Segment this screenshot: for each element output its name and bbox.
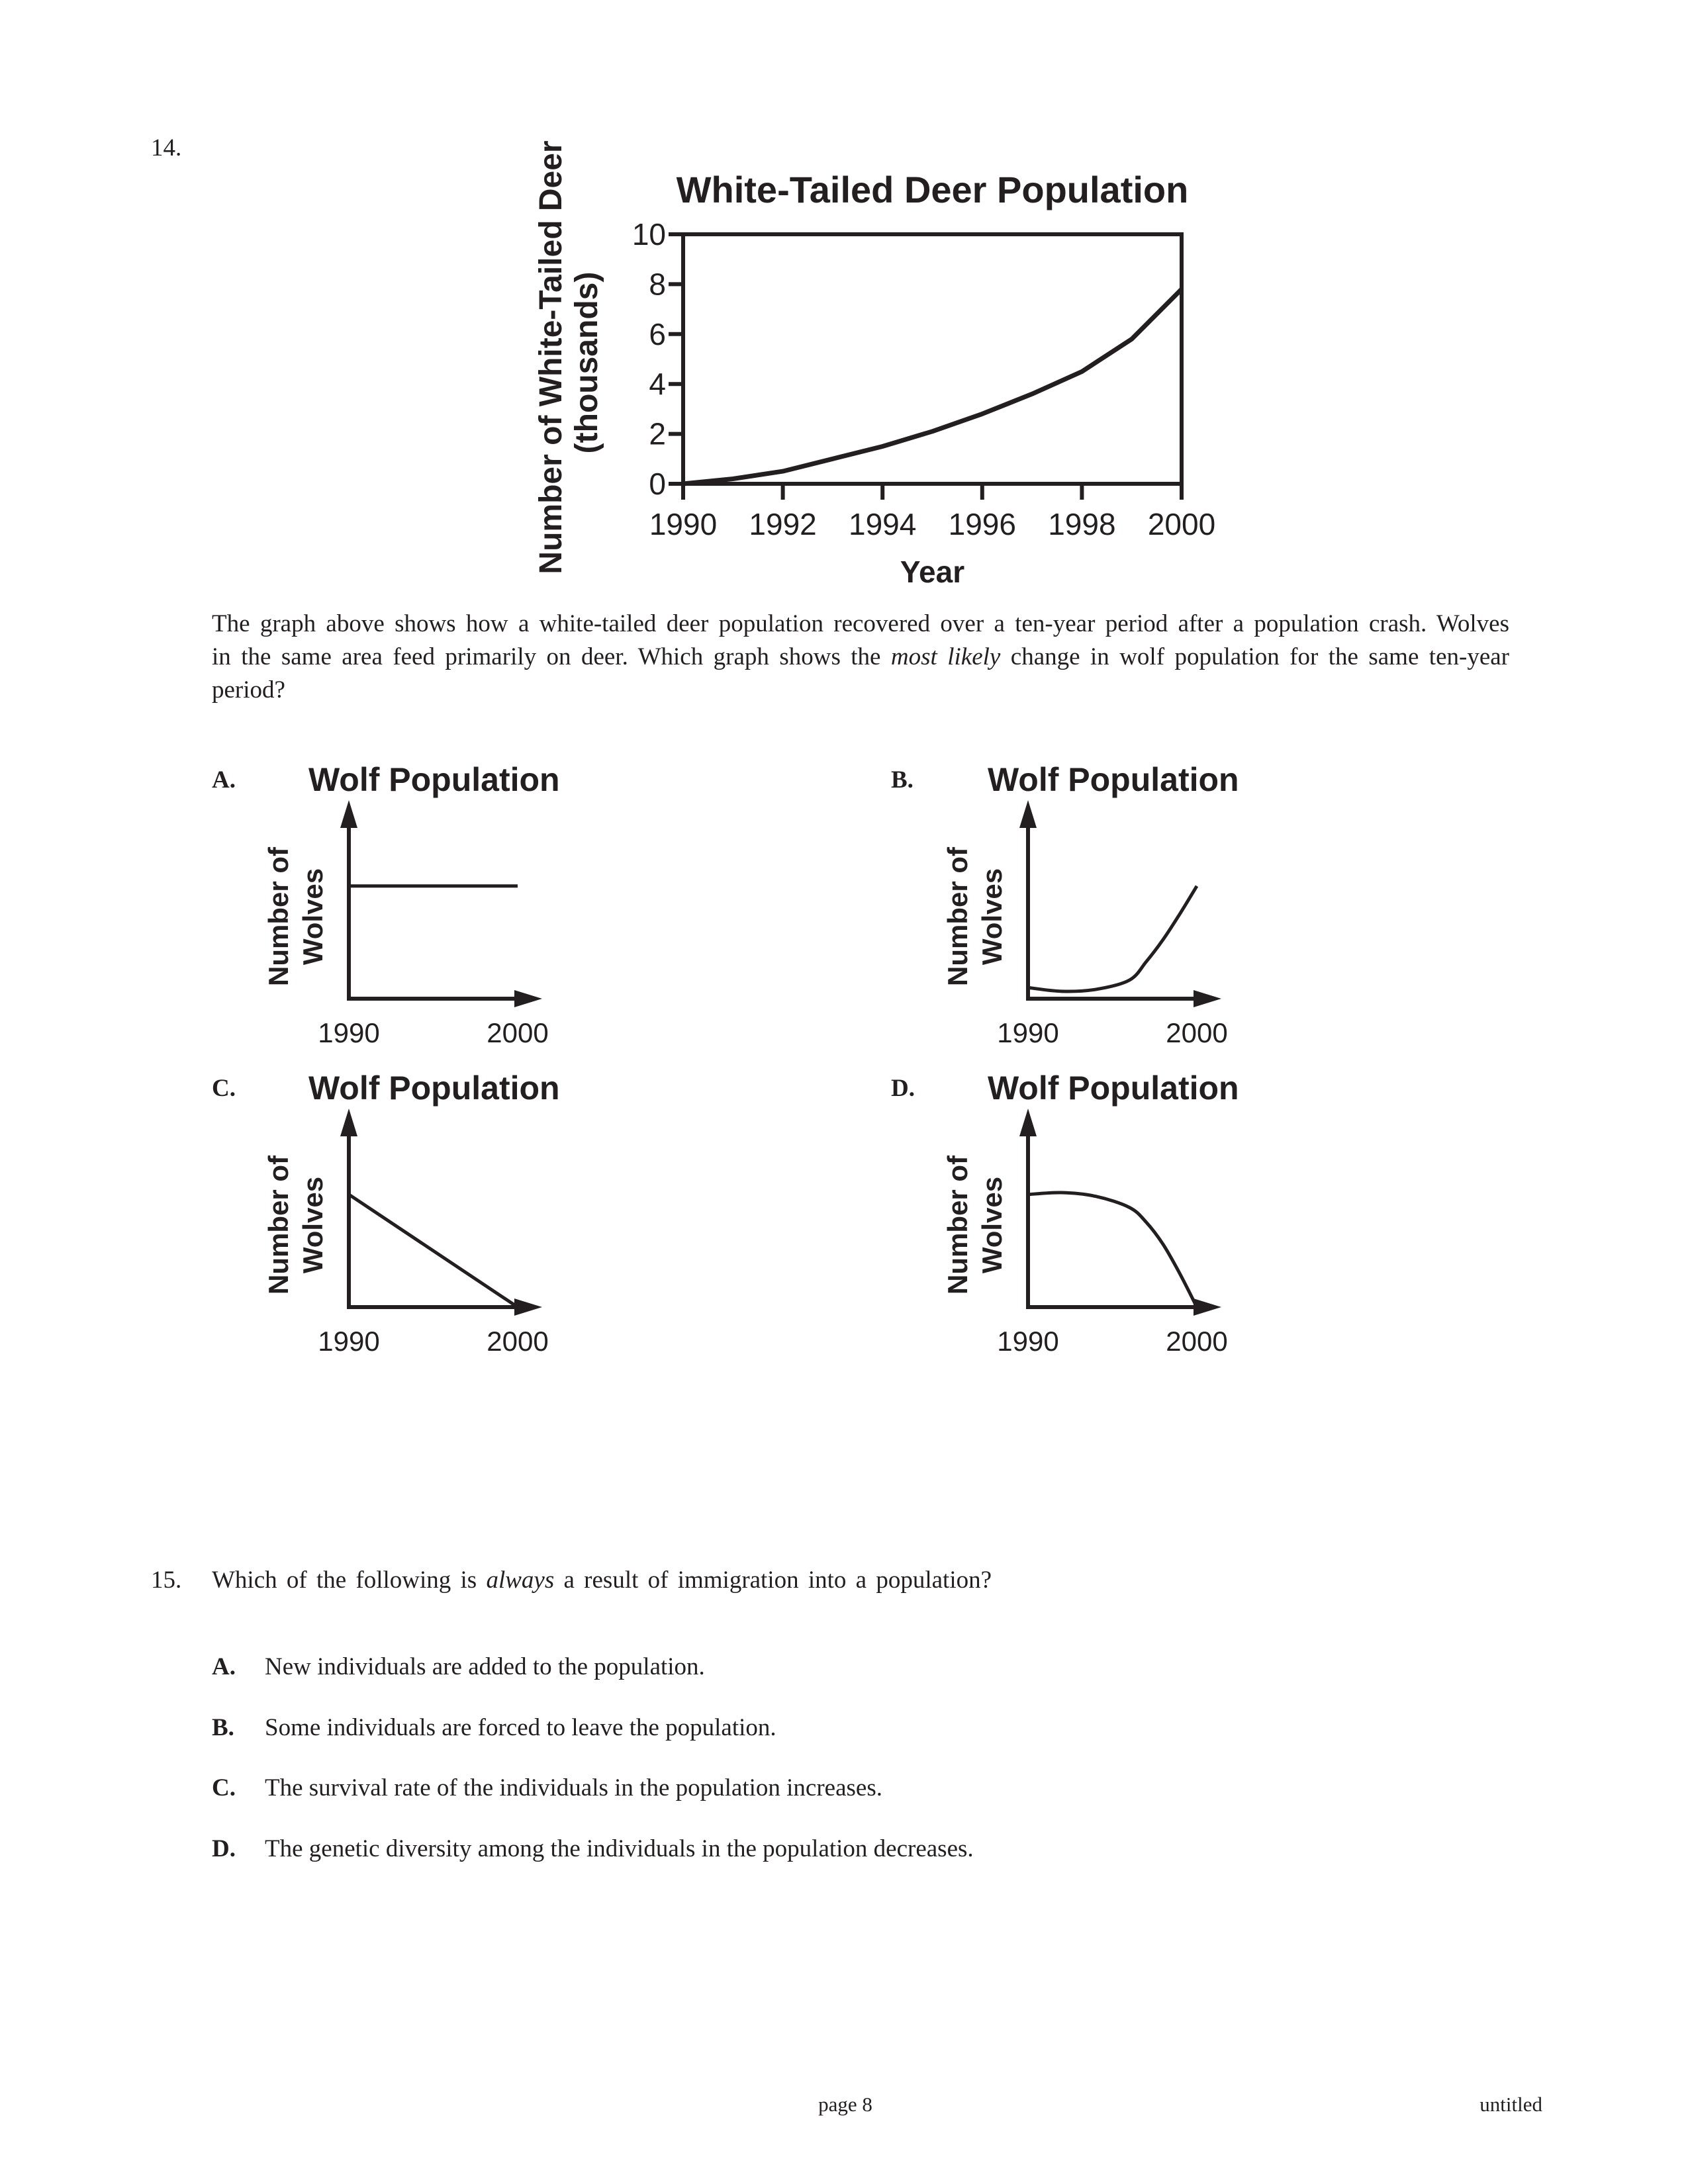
prompt-emphasis: most likely — [890, 643, 1001, 670]
option-a[interactable] — [212, 1653, 705, 1681]
x-tick-label: 2000 — [1147, 507, 1216, 541]
wolf-population-line-d — [1028, 1193, 1197, 1307]
option-c[interactable] — [212, 1774, 882, 1802]
y-axis-label-line2: Wolves — [976, 868, 1008, 966]
question-15-number: 15. — [151, 1567, 182, 1594]
option-d[interactable] — [212, 1835, 974, 1863]
choice-letter-a: A. — [212, 766, 236, 794]
y-axis-label: Number of — [263, 1156, 294, 1295]
y-axis-label-line2: Wolves — [297, 868, 328, 966]
option-letter: D. — [212, 1835, 236, 1862]
y-tick-label: 6 — [649, 316, 666, 351]
option-letter: B. — [212, 1714, 234, 1741]
y-axis-label: Number of — [942, 1156, 973, 1295]
y-tick-label: 0 — [649, 467, 666, 501]
wolf-population-line-b — [1028, 886, 1197, 991]
deer-population-line — [683, 289, 1182, 484]
y-tick-label: 10 — [632, 217, 666, 251]
x-axis-arrow-icon — [1194, 990, 1221, 1007]
wolf-chart-title: Wolf Population — [308, 1069, 560, 1107]
prompt-emphasis: always — [486, 1567, 555, 1594]
prompt-text: a result of immigration into a population? — [554, 1567, 992, 1594]
y-axis-label: Number of — [942, 847, 973, 986]
y-axis-arrow-icon — [340, 800, 357, 828]
prompt-text: Which of the following is — [212, 1567, 487, 1594]
x-tick-label: 1992 — [749, 507, 817, 541]
question-15-prompt — [212, 1566, 992, 1594]
option-text: The survival rate of the individuals in the population increases. — [265, 1774, 882, 1801]
y-axis-arrow-icon — [340, 1109, 357, 1136]
plot-frame — [683, 234, 1182, 484]
option-letter: C. — [212, 1774, 236, 1801]
x-tick-label: 2000 — [487, 1017, 549, 1048]
x-tick-label: 1990 — [997, 1326, 1059, 1357]
x-tick-label: 1996 — [948, 507, 1016, 541]
y-axis-label-line2: Wolves — [976, 1176, 1008, 1274]
x-axis-arrow-icon — [514, 990, 542, 1007]
document-name: untitled — [1479, 2093, 1542, 2116]
option-text: New individuals are added to the population. — [265, 1653, 705, 1680]
choice-letter-d: D. — [891, 1075, 915, 1102]
y-axis-arrow-icon — [1019, 1109, 1037, 1136]
x-tick-label: 1998 — [1048, 507, 1116, 541]
prompt-part: change in wolf population for the same ten-year period? — [212, 643, 1509, 704]
y-axis-label: Number of White-Tailed Deer — [534, 140, 569, 574]
x-tick-label: 2000 — [1166, 1326, 1228, 1357]
wolf-chart-title: Wolf Population — [988, 1069, 1239, 1107]
y-tick-label: 8 — [649, 267, 666, 302]
option-b[interactable] — [212, 1713, 776, 1742]
x-tick-label: 1990 — [318, 1017, 380, 1048]
x-axis-label: Year — [900, 555, 965, 589]
option-text: The genetic diversity among the individuals in the population decreases. — [265, 1835, 974, 1862]
option-text: Some individuals are forced to leave the population. — [265, 1714, 776, 1741]
wolf-chart-title: Wolf Population — [308, 761, 560, 798]
x-tick-label: 1990 — [318, 1326, 380, 1357]
page-number: page 8 — [818, 2093, 872, 2116]
x-tick-label: 1994 — [849, 507, 917, 541]
y-tick-label: 2 — [649, 416, 666, 451]
question-14-prompt — [212, 608, 1509, 707]
choice-letter-c: C. — [212, 1075, 236, 1102]
x-tick-label: 2000 — [1166, 1017, 1228, 1048]
wolf-population-line-c — [349, 1195, 518, 1307]
x-tick-label: 1990 — [997, 1017, 1059, 1048]
y-tick-label: 4 — [649, 367, 666, 402]
x-axis-arrow-icon — [1194, 1298, 1221, 1316]
option-letter: A. — [212, 1653, 236, 1680]
x-tick-label: 1990 — [649, 507, 718, 541]
y-axis-label-units: (thousands) — [569, 271, 604, 454]
question-14-number: 14. — [151, 134, 182, 161]
x-tick-label: 2000 — [487, 1326, 549, 1357]
prompt-part: The graph above shows how a white-tailed deer population recovered over a ten-year period after a population crash. Wolves in the same area feed primarily on deer. Which graph shows the — [212, 610, 1509, 670]
wolf-chart-title: Wolf Population — [988, 761, 1239, 798]
y-axis-arrow-icon — [1019, 800, 1037, 828]
chart-title: White-Tailed Deer Population — [676, 169, 1189, 210]
x-axis-arrow-icon — [514, 1298, 542, 1316]
y-axis-label-line2: Wolves — [297, 1176, 328, 1274]
choice-letter-b: B. — [891, 766, 914, 794]
y-axis-label: Number of — [263, 847, 294, 986]
